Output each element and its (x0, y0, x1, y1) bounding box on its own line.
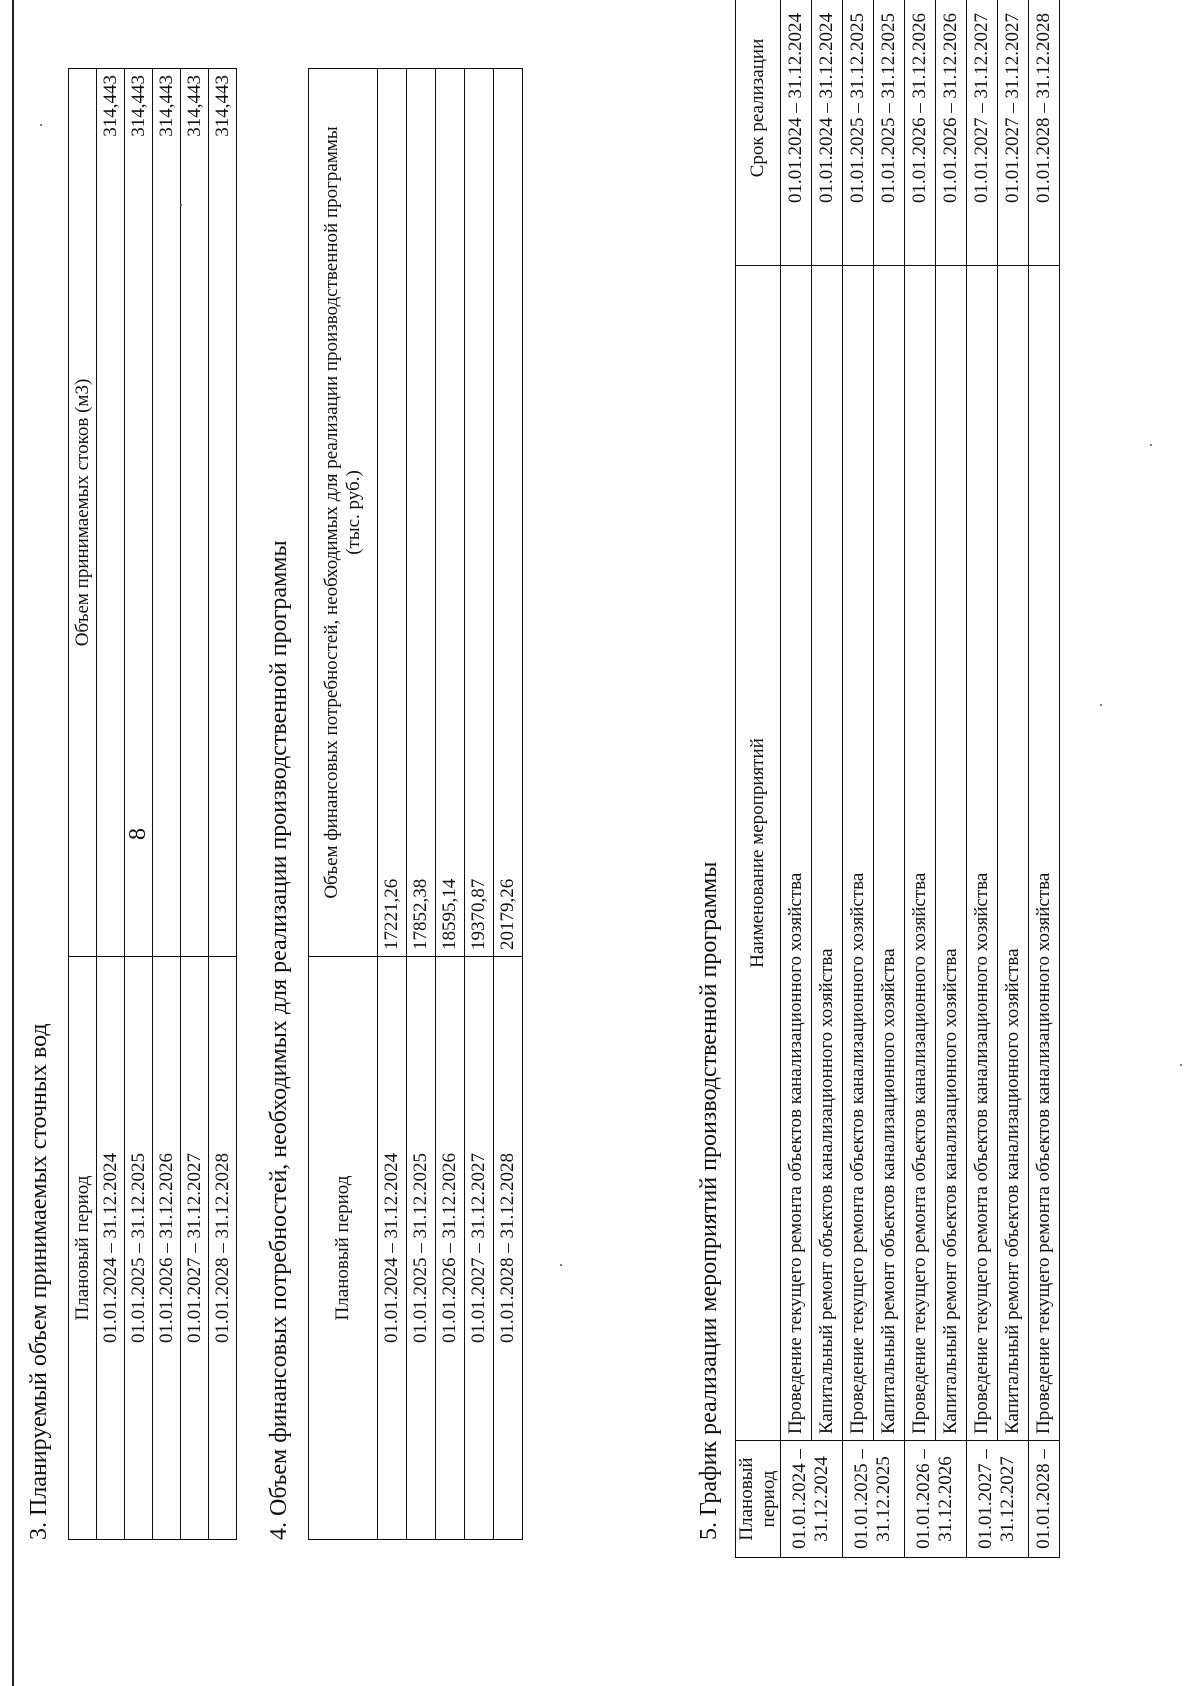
table-header-row (736, 0, 781, 1558)
deadline-cell: 01.01.2024 – 31.12.2024 (780, 0, 811, 266)
period-cell: 01.01.2024 – 31.12.2024 (97, 957, 125, 1540)
scan-speck (180, 204, 182, 206)
column-header-period: Плановый период (736, 1441, 781, 1558)
page-number: 8 (125, 828, 151, 840)
activity-cell: Проведение текущего ремонта объектов канализационного хозяйства (780, 266, 811, 1441)
period-cell: 01.01.2024 – 31.12.2024 (780, 1441, 842, 1558)
section-4-title: 4. Объем финансовых потребностей, необходимых для реализации производственной программы (266, 540, 292, 1540)
activity-cell: Проведение текущего ремонта объектов канализационного хозяйства (842, 266, 873, 1441)
table-header-row (69, 69, 97, 1540)
table-row (153, 69, 181, 1540)
activity-cell: Проведение текущего ремонта объектов канализационного хозяйства (1028, 266, 1059, 1441)
financial-cell: 17852,38 (407, 69, 436, 957)
column-header-deadline: Срок реализации (736, 0, 781, 266)
table-row (935, 0, 966, 1558)
volume-cell: 314,443 (181, 69, 209, 957)
table-row (97, 69, 125, 1540)
volume-cell: 314,443 (209, 69, 237, 957)
deadline-cell: 01.01.2028 – 31.12.2028 (1028, 0, 1059, 266)
activity-cell: Капитальный ремонт объектов канализационного хозяйства (811, 266, 842, 1441)
column-header-volume: Объем принимаемых стоков (м3) (69, 69, 97, 957)
deadline-cell: 01.01.2025 – 31.12.2025 (873, 0, 904, 266)
period-cell: 01.01.2025 – 31.12.2025 (125, 957, 153, 1540)
scan-speck (1150, 444, 1152, 446)
activities-schedule-table (735, 0, 1060, 1558)
financial-cell: 20179,26 (494, 69, 523, 957)
financial-cell: 18595,14 (436, 69, 465, 957)
period-cell: 01.01.2028 – 31.12.2028 (209, 957, 237, 1540)
table-row (1028, 0, 1059, 1558)
table-row (494, 69, 523, 1540)
table-row (904, 0, 935, 1558)
wastewater-volume-table (68, 68, 237, 1540)
table-body (780, 0, 1059, 1558)
deadline-cell: 01.01.2025 – 31.12.2025 (842, 0, 873, 266)
activity-cell: Капитальный ремонт объектов канализационного хозяйства (935, 266, 966, 1441)
table-row (465, 69, 494, 1540)
table-row (378, 69, 407, 1540)
deadline-cell: 01.01.2027 – 31.12.2027 (997, 0, 1028, 266)
financial-needs-table (308, 68, 523, 1540)
table-row (966, 0, 997, 1558)
deadline-cell: 01.01.2027 – 31.12.2027 (966, 0, 997, 266)
table-row (436, 69, 465, 1540)
table-row (811, 0, 842, 1558)
period-cell: 01.01.2026 – 31.12.2026 (904, 1441, 966, 1558)
table-row (997, 0, 1028, 1558)
column-header-activity: Наименование мероприятий (736, 266, 781, 1441)
volume-cell: 314,443 (125, 69, 153, 957)
period-cell: 01.01.2025 – 31.12.2025 (842, 1441, 904, 1558)
activity-cell: Капитальный ремонт объектов канализационного хозяйства (997, 266, 1028, 1441)
table-body (378, 69, 523, 1540)
column-header-period: Плановый период (309, 957, 378, 1540)
period-cell: 01.01.2025 – 31.12.2025 (407, 957, 436, 1540)
scan-speck (560, 1264, 562, 1266)
column-header-financial-volume: Объем финансовых потребностей, необходимых для реализации производственной программы (тыс. руб.) (309, 69, 378, 957)
column-header-period: Плановый период (69, 957, 97, 1540)
scan-speck (1180, 1064, 1182, 1066)
period-cell: 01.01.2026 – 31.12.2026 (436, 957, 465, 1540)
table-row (780, 0, 811, 1558)
scan-speck (1100, 704, 1102, 706)
table-row (209, 69, 237, 1540)
section-5-title: 5. График реализации мероприятий производственной программы (696, 861, 722, 1540)
table-header-row (309, 69, 378, 1540)
volume-cell: 314,443 (153, 69, 181, 957)
period-cell: 01.01.2028 – (1028, 1441, 1059, 1558)
financial-cell: 17221,26 (378, 69, 407, 957)
period-cell: 01.01.2027 – 31.12.2027 (181, 957, 209, 1540)
deadline-cell: 01.01.2026 – 31.12.2026 (904, 0, 935, 266)
table-row (873, 0, 904, 1558)
period-cell: 01.01.2026 – 31.12.2026 (153, 957, 181, 1540)
section-3-title: 3. Планируемый объем принимаемых сточных вод (26, 1023, 52, 1540)
deadline-cell: 01.01.2026 – 31.12.2026 (935, 0, 966, 266)
scan-speck (40, 124, 42, 126)
volume-cell: 314,443 (97, 69, 125, 957)
table-row (125, 69, 153, 1540)
table-row (407, 69, 436, 1540)
period-cell: 01.01.2027 – 31.12.2027 (966, 1441, 1028, 1558)
table-row (842, 0, 873, 1558)
deadline-cell: 01.01.2024 – 31.12.2024 (811, 0, 842, 266)
activity-cell: Капитальный ремонт объектов канализационного хозяйства (873, 266, 904, 1441)
period-cell: 01.01.2024 – 31.12.2024 (378, 957, 407, 1540)
activity-cell: Проведение текущего ремонта объектов канализационного хозяйства (966, 266, 997, 1441)
period-cell: 01.01.2027 – 31.12.2027 (465, 957, 494, 1540)
activity-cell: Проведение текущего ремонта объектов канализационного хозяйства (904, 266, 935, 1441)
table-body (97, 69, 237, 1540)
period-cell: 01.01.2028 – 31.12.2028 (494, 957, 523, 1540)
table-row (181, 69, 209, 1540)
financial-cell: 19370,87 (465, 69, 494, 957)
